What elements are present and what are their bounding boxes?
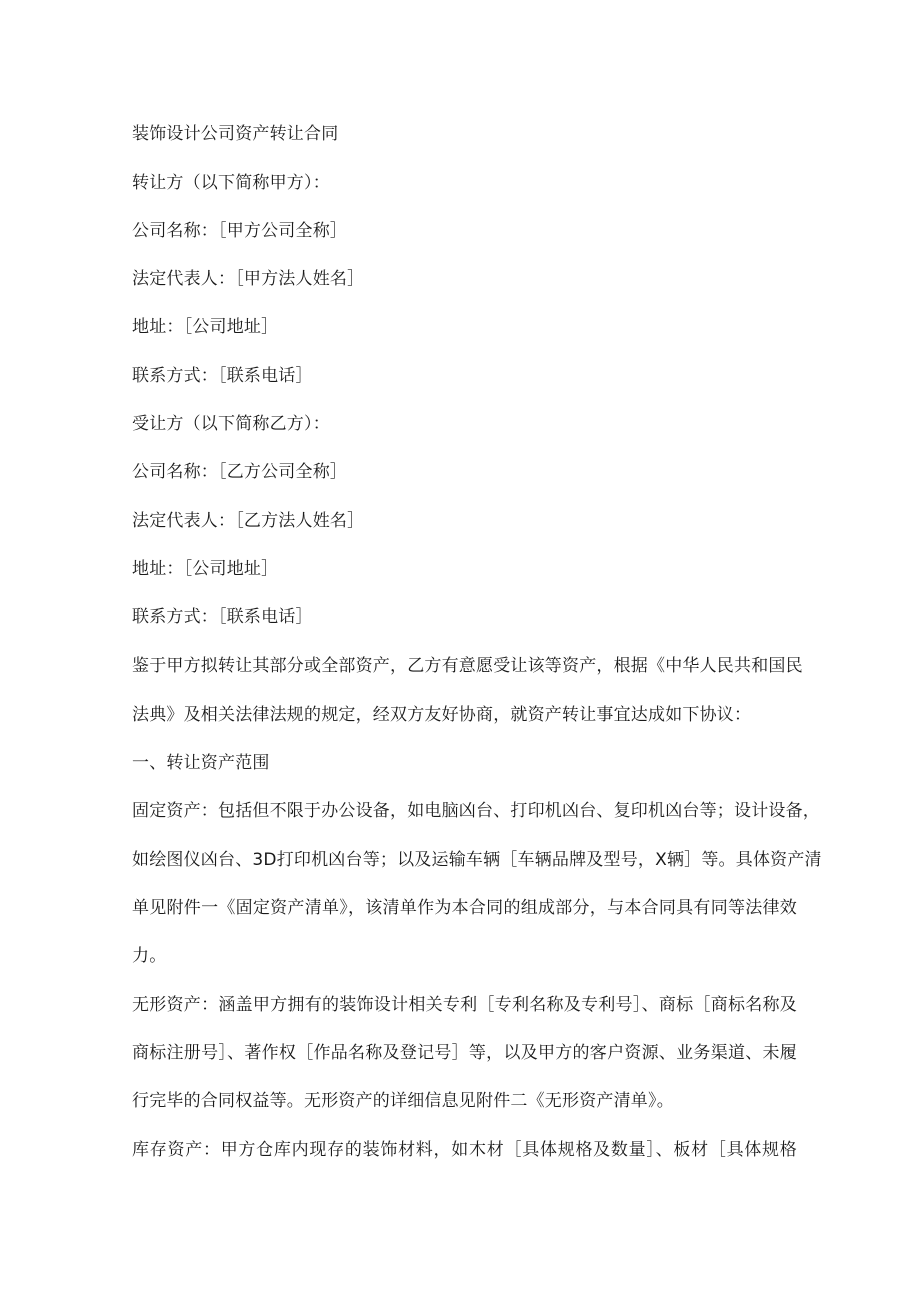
intangible-assets-line: 无形资产：涵盖甲方拥有的装饰设计相关专利［专利名称及专利号］、商标［商标名称及: [132, 995, 797, 1015]
party-b-company: 公司名称：［乙方公司全称］: [132, 462, 348, 482]
contract-title: 装饰设计公司资产转让合同: [132, 124, 339, 144]
fixed-assets-line: 如绘图仪凶台、3D打印机凶台等；以及运输车辆［车辆品牌及型号，X辆］等。具体资产清: [132, 850, 822, 870]
section-heading: 一、转让资产范围: [132, 753, 270, 773]
party-b-contact: 联系方式：［联系电话］: [132, 607, 313, 627]
party-a-address: 地址：［公司地址］: [132, 317, 279, 337]
fixed-assets-line: 力。: [132, 946, 167, 966]
party-b-heading: 受让方（以下简称乙方）：: [132, 414, 330, 434]
party-b-legal-rep: 法定代表人：［乙方法人姓名］: [132, 511, 365, 531]
party-a-contact: 联系方式：［联系电话］: [132, 366, 313, 386]
party-a-heading: 转让方（以下简称甲方）：: [132, 173, 330, 193]
party-a-legal-rep: 法定代表人：［甲方法人姓名］: [132, 269, 365, 289]
preamble-line: 法典》及相关法律法规的规定，经双方友好协商，就资产转让事宜达成如下协议：: [132, 705, 752, 725]
party-a-company: 公司名称：［甲方公司全称］: [132, 221, 348, 241]
inventory-assets-line: 库存资产：甲方仓库内现存的装饰材料，如木材［具体规格及数量］、板材［具体规格: [132, 1140, 797, 1160]
preamble-line: 鉴于甲方拟转让其部分或全部资产，乙方有意愿受让该等资产，根据《中华人民共和国民: [132, 656, 803, 676]
party-b-address: 地址：［公司地址］: [132, 559, 279, 579]
fixed-assets-line: 单见附件一《固定资产清单》，该清单作为本合同的组成部分，与本合同具有同等法律效: [132, 898, 797, 918]
intangible-assets-line: 行完毕的合同权益等。无形资产的详细信息见附件二《无形资产清单》。: [132, 1091, 674, 1111]
fixed-assets-line: 固定资产：包括但不限于办公设备，如电脑凶台、打印机凶台、复印机凶台等；设计设备，: [132, 801, 820, 821]
intangible-assets-line: 商标注册号］、著作权［作品名称及登记号］等，以及甲方的客户资源、业务渠道、未履: [132, 1043, 797, 1063]
